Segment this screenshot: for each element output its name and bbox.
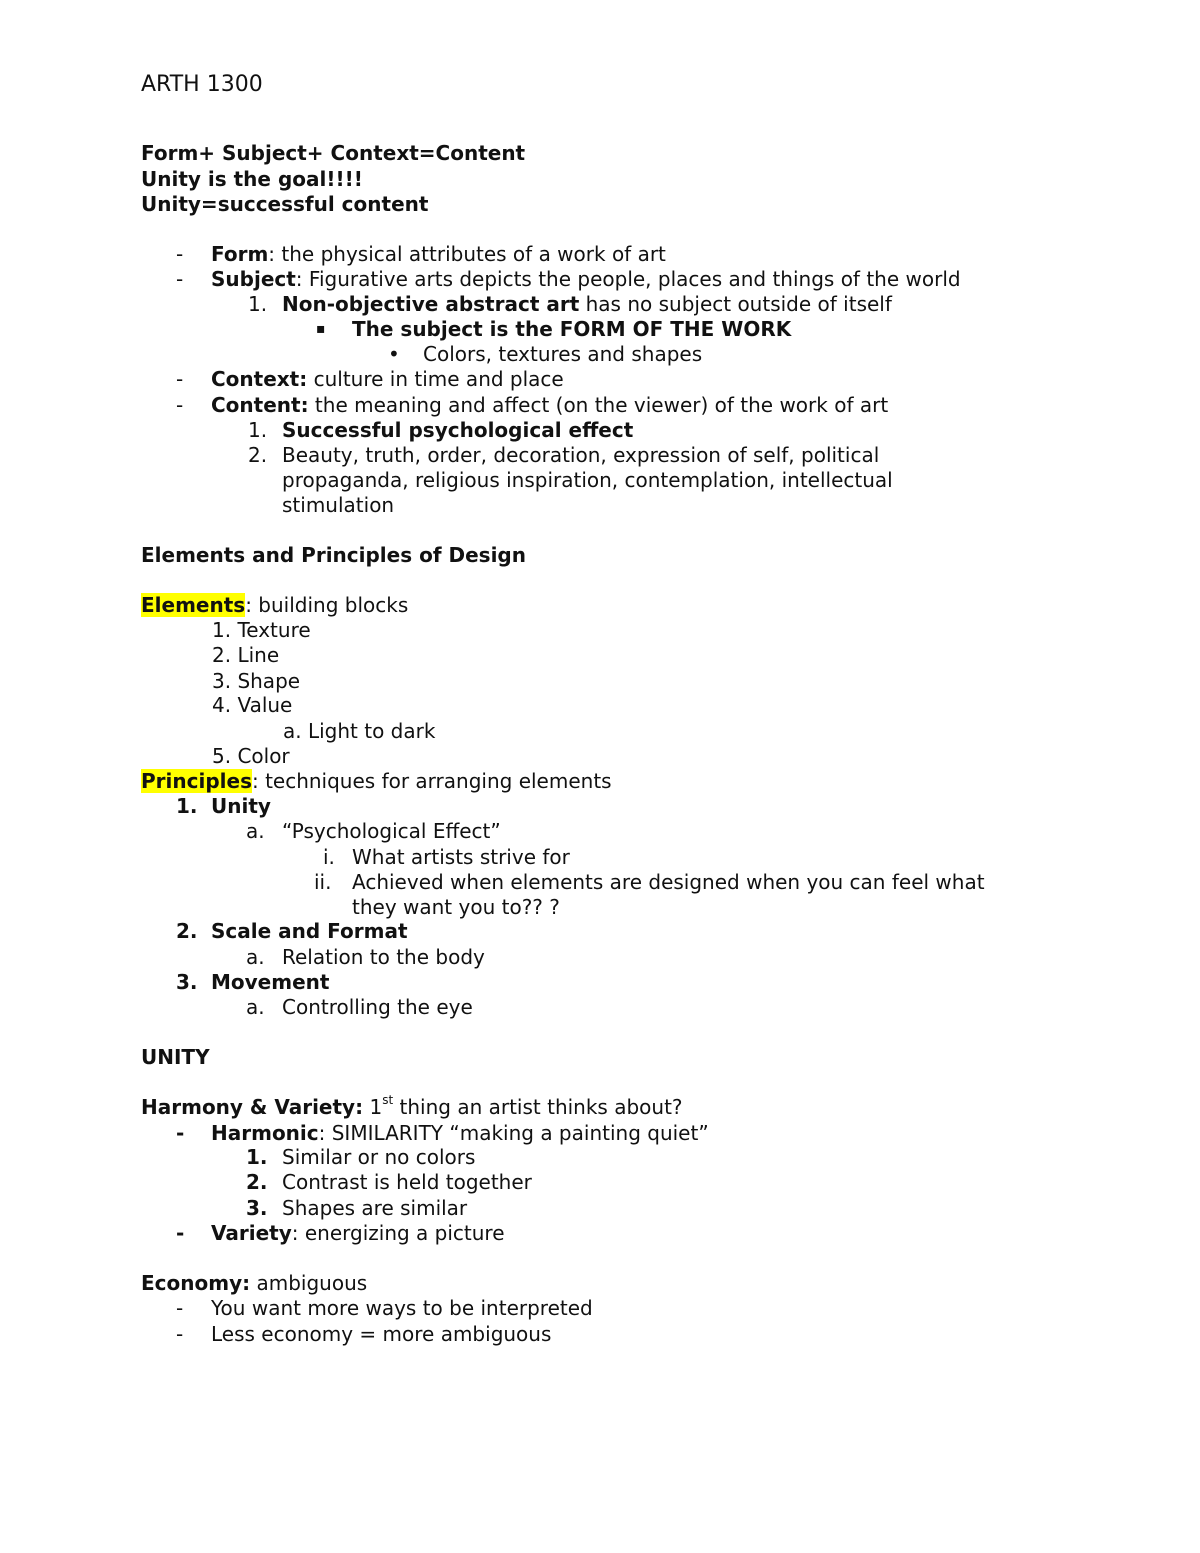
element-item: 3. Shape <box>212 669 301 693</box>
def-subject <box>211 267 961 292</box>
harmonic-item: Similar or no colors <box>282 1145 476 1169</box>
principles-line <box>141 769 612 794</box>
number-marker: 3. <box>246 1196 268 1220</box>
def-subject-text: : Figurative arts depicts the people, places and things of the world <box>295 267 961 291</box>
intro-line-goal: Unity is the goal!!!! <box>141 167 363 191</box>
def-context-term: Context: <box>211 367 308 391</box>
hv-pre: 1 <box>363 1095 383 1119</box>
economy-term: Economy: <box>141 1271 251 1295</box>
number-marker: 2. <box>176 919 198 943</box>
elements-term: Elements <box>141 593 246 617</box>
def-content-term: Content: <box>211 393 309 417</box>
dash-marker: - <box>176 1296 184 1320</box>
number-marker: 1. <box>248 418 268 442</box>
harmonic-term: Harmonic <box>211 1121 319 1145</box>
variety-line <box>211 1221 505 1246</box>
economy-line <box>141 1271 367 1296</box>
principle-movement: Movement <box>211 970 330 994</box>
document-title: ARTH 1300 <box>141 72 263 97</box>
principle-scale: Scale and Format <box>211 919 408 943</box>
dash-marker: - <box>176 393 184 417</box>
element-item: 1. Texture <box>212 618 311 642</box>
principle-relation: Relation to the body <box>282 945 485 969</box>
def-beauty-line3: stimulation <box>282 493 395 517</box>
harmonic-text: : SIMILARITY “making a painting quiet” <box>318 1121 709 1145</box>
number-marker: 1. <box>176 794 198 818</box>
principles-text: : techniques for arranging elements <box>251 769 612 793</box>
harmony-variety-line <box>141 1095 683 1120</box>
letter-marker: a. <box>246 995 265 1019</box>
number-marker: 2. <box>246 1170 268 1194</box>
economy-item: Less economy = more ambiguous <box>211 1322 552 1346</box>
dash-marker: - <box>176 1322 184 1346</box>
elements-line <box>141 593 408 618</box>
harmonic-item: Shapes are similar <box>282 1196 468 1220</box>
harmonic-item: Contrast is held together <box>282 1170 532 1194</box>
def-content <box>211 393 888 418</box>
def-context <box>211 367 564 392</box>
def-content-text: the meaning and affect (on the viewer) of the work of art <box>308 393 889 417</box>
dash-marker: - <box>176 242 184 266</box>
def-form-text: : the physical attributes of a work of art <box>268 242 666 266</box>
number-marker: 2. <box>248 443 268 467</box>
hv-term: Harmony & Variety: <box>141 1095 364 1119</box>
def-colors: Colors, textures and shapes <box>423 342 703 366</box>
def-nonobjective-text: has no subject outside of itself <box>579 292 892 316</box>
square-bullet-icon: ▪ <box>316 321 326 337</box>
principle-unity: Unity <box>211 794 271 818</box>
letter-marker: a. <box>246 945 265 969</box>
letter-marker: a. <box>246 819 265 843</box>
variety-term: Variety <box>211 1221 292 1245</box>
intro-line-unity: Unity=successful content <box>141 192 429 216</box>
economy-text: ambiguous <box>250 1271 368 1295</box>
elements-text: : building blocks <box>245 593 409 617</box>
def-context-text: culture in time and place <box>307 367 564 391</box>
principle-psych: “Psychological Effect” <box>282 819 501 843</box>
roman-marker: ii. <box>314 870 332 894</box>
design-heading: Elements and Principles of Design <box>141 543 526 567</box>
economy-item: You want more ways to be interpreted <box>211 1296 593 1320</box>
def-nonobjective-term: Non-objective abstract art <box>282 292 580 316</box>
dash-marker: - <box>176 1221 185 1245</box>
roman-marker: i. <box>323 845 335 869</box>
principle-achieved-line1: Achieved when elements are designed when you can feel what <box>352 870 985 894</box>
element-item: 5. Color <box>212 744 290 768</box>
def-subject-term: Subject <box>211 267 296 291</box>
dash-marker: - <box>176 267 184 291</box>
dash-marker: - <box>176 367 184 391</box>
def-form <box>211 242 666 267</box>
element-item: 4. Value <box>212 693 293 717</box>
harmonic-line <box>211 1121 709 1146</box>
element-value-sub: a. Light to dark <box>283 719 436 743</box>
element-item: 2. Line <box>212 643 280 667</box>
dash-marker: - <box>176 1121 185 1145</box>
def-effect: Successful psychological effect <box>282 418 634 442</box>
variety-text: : energizing a picture <box>291 1221 505 1245</box>
number-marker: 1. <box>248 292 268 316</box>
def-beauty-line2: propaganda, religious inspiration, contemplation, intellectual <box>282 468 893 492</box>
principle-achieved-line2: they want you to?? ? <box>352 895 560 919</box>
number-marker: 1. <box>246 1145 268 1169</box>
def-beauty-line1: Beauty, truth, order, decoration, expression of self, political <box>282 443 880 467</box>
unity-heading: UNITY <box>141 1045 210 1069</box>
hv-sup: st <box>382 1093 394 1108</box>
def-nonobjective <box>282 292 892 317</box>
intro-line-formula: Form+ Subject+ Context=Content <box>141 141 526 165</box>
number-marker: 3. <box>176 970 198 994</box>
principle-controlling: Controlling the eye <box>282 995 473 1019</box>
principle-strive: What artists strive for <box>352 845 570 869</box>
def-form-term: Form <box>211 242 269 266</box>
hv-post: thing an artist thinks about? <box>393 1095 683 1119</box>
principles-term: Principles <box>141 769 252 793</box>
round-bullet-icon: • <box>388 342 400 366</box>
def-subject-form: The subject is the FORM OF THE WORK <box>352 317 792 341</box>
